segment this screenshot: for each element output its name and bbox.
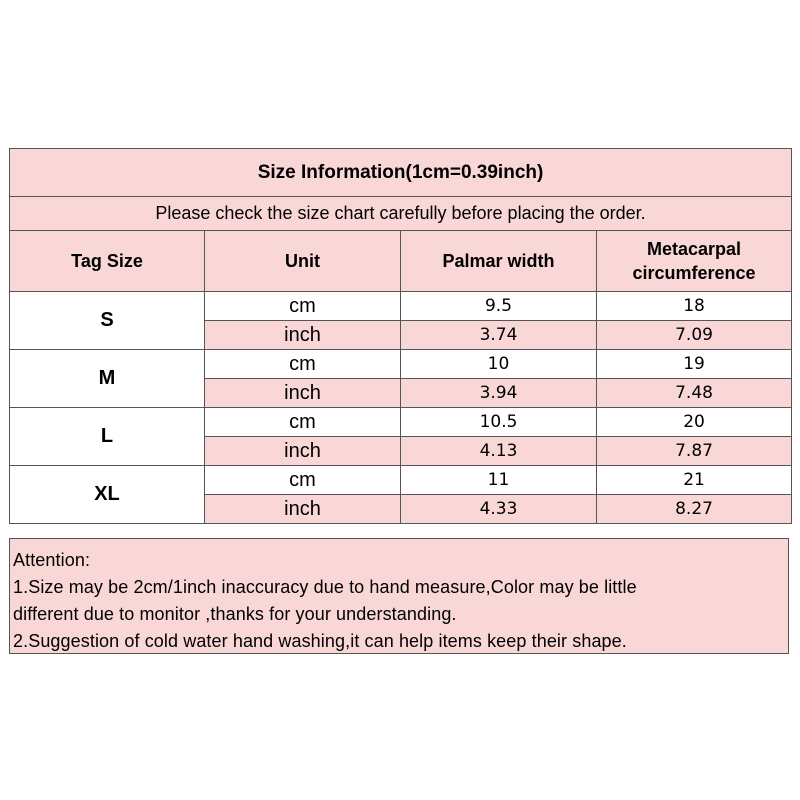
size-label: S — [10, 292, 205, 350]
unit-cell: cm — [205, 350, 401, 379]
metacarpal-value: 19 — [597, 350, 792, 379]
size-label: M — [10, 350, 205, 408]
table-row — [10, 292, 792, 321]
palmar-value: 10.5 — [401, 408, 597, 437]
unit-cell: inch — [205, 321, 401, 350]
palmar-value: 3.74 — [401, 321, 597, 350]
notes-line-3: 2.Suggestion of cold water hand washing,it can help items keep their shape. — [13, 631, 627, 651]
table-row — [10, 408, 792, 437]
metacarpal-value: 8.27 — [597, 495, 792, 524]
unit-cell: inch — [205, 495, 401, 524]
size-chart — [9, 148, 791, 524]
unit-cell: inch — [205, 379, 401, 408]
size-table — [9, 148, 792, 524]
unit-cell: inch — [205, 437, 401, 466]
palmar-value: 4.13 — [401, 437, 597, 466]
attention-notes — [9, 538, 789, 654]
header-metacarpal-line1: Metacarpal — [647, 239, 742, 259]
metacarpal-value: 7.09 — [597, 321, 792, 350]
header-tag-size: Tag Size — [10, 231, 205, 292]
palmar-value: 11 — [401, 466, 597, 495]
table-row — [10, 350, 792, 379]
palmar-value: 10 — [401, 350, 597, 379]
metacarpal-value: 20 — [597, 408, 792, 437]
header-metacarpal-line2: circumference — [632, 263, 756, 283]
unit-cell: cm — [205, 466, 401, 495]
table-subtitle: Please check the size chart carefully before placing the order. — [10, 197, 792, 231]
size-label: XL — [10, 466, 205, 524]
header-palmar-width: Palmar width — [401, 231, 597, 292]
palmar-value: 4.33 — [401, 495, 597, 524]
size-label: L — [10, 408, 205, 466]
metacarpal-value: 21 — [597, 466, 792, 495]
metacarpal-value: 18 — [597, 292, 792, 321]
palmar-value: 3.94 — [401, 379, 597, 408]
notes-line-2: different due to monitor ,thanks for your understanding. — [13, 604, 457, 624]
table-row — [10, 466, 792, 495]
palmar-value: 9.5 — [401, 292, 597, 321]
metacarpal-value: 7.87 — [597, 437, 792, 466]
header-metacarpal-circumference — [597, 231, 792, 292]
metacarpal-value: 7.48 — [597, 379, 792, 408]
unit-cell: cm — [205, 292, 401, 321]
header-unit: Unit — [205, 231, 401, 292]
unit-cell: cm — [205, 408, 401, 437]
header-row — [10, 231, 792, 292]
notes-line-1: 1.Size may be 2cm/1inch inaccuracy due to hand measure,Color may be little — [13, 577, 637, 597]
table-title: Size Information(1cm=0.39inch) — [10, 149, 792, 197]
notes-heading: Attention: — [13, 550, 91, 570]
